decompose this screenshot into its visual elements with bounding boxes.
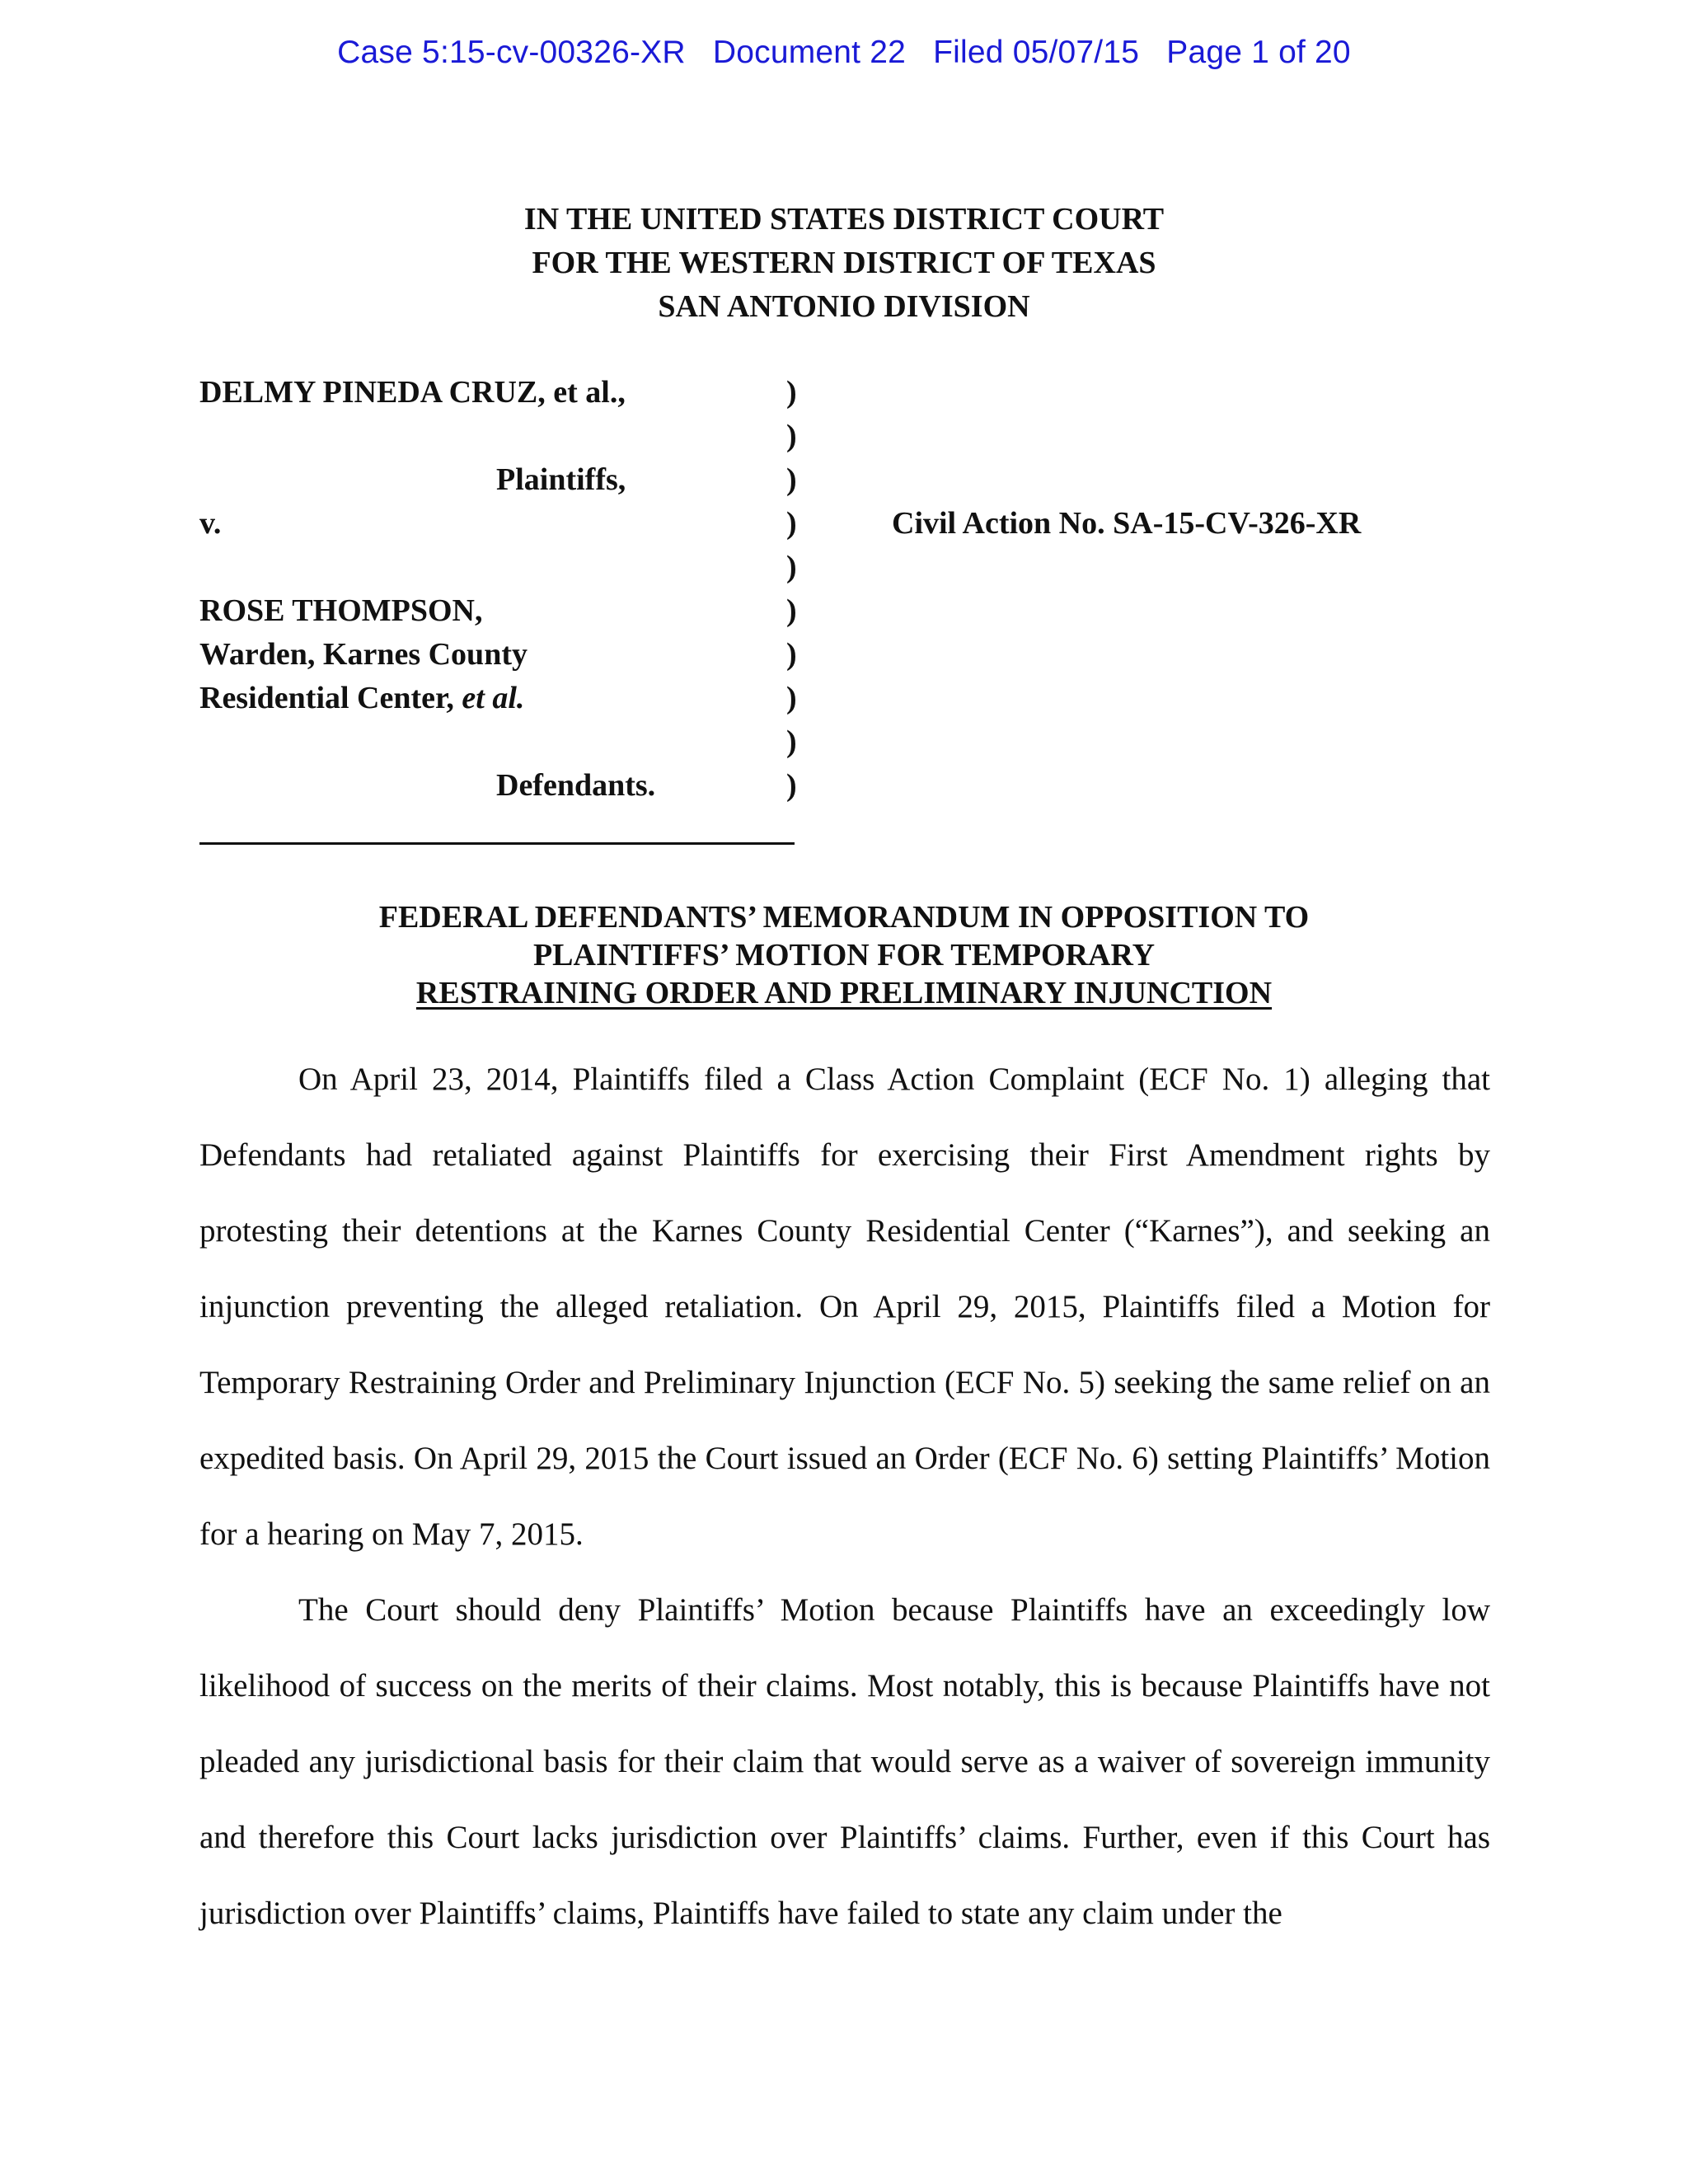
caption-parentheses bbox=[786, 371, 797, 808]
defendant-title-text: Residential Center, bbox=[199, 681, 462, 715]
court-heading-line-3: SAN ANTONIO DIVISION bbox=[658, 289, 1030, 324]
body-paragraph-2: The Court should deny Plaintiffs’ Motion because Plaintiffs have an exceedingly low likelihood of success on the merits of their claims. Most notably, this is because Plaintiffs have not pleaded any jurisdictional basis for their claim that would serve as a waiver of sovereign immunity and therefore this Court lacks jurisdiction over Plaintiffs’ claims. Further, even if this Court has jurisdiction over Plaintiffs’ claims, Plaintiffs have failed to state any claim under the bbox=[199, 1592, 1490, 1931]
caption-divider bbox=[199, 842, 795, 845]
defendant-name: ROSE THOMPSON, bbox=[199, 593, 483, 628]
motion-title bbox=[0, 898, 1688, 1012]
stamp-page-number: Page 1 of 20 bbox=[1166, 35, 1351, 70]
motion-title-line-2: PLAINTIFFS’ MOTION FOR TEMPORARY bbox=[532, 938, 1156, 972]
caption-paren: ) bbox=[786, 593, 797, 628]
versus-label: v. bbox=[199, 506, 222, 541]
plaintiff-name: DELMY PINEDA CRUZ, et al., bbox=[199, 375, 626, 410]
caption-paren: ) bbox=[786, 375, 797, 410]
caption-paren: ) bbox=[786, 419, 797, 453]
plaintiffs-label: Plaintiffs, bbox=[496, 462, 626, 497]
court-heading-line-2: FOR THE WESTERN DISTRICT OF TEXAS bbox=[532, 246, 1156, 280]
motion-title-line-1: FEDERAL DEFENDANTS’ MEMORANDUM IN OPPOSITION TO bbox=[378, 900, 1310, 935]
memorandum-body bbox=[199, 1042, 1490, 1952]
caption-paren: ) bbox=[786, 550, 797, 584]
civil-action-number: Civil Action No. SA-15-CV-326-XR bbox=[892, 506, 1362, 541]
case-caption bbox=[199, 371, 1485, 849]
caption-paren: ) bbox=[786, 724, 797, 759]
caption-paren: ) bbox=[786, 637, 797, 672]
defendant-title-line-2 bbox=[199, 677, 524, 720]
stamp-filed-date: Filed 05/07/15 bbox=[933, 35, 1140, 70]
stamp-document-number: Document 22 bbox=[712, 35, 907, 70]
caption-paren: ) bbox=[786, 681, 797, 715]
defendants-label: Defendants. bbox=[496, 768, 656, 803]
motion-title-line-3: RESTRAINING ORDER AND PRELIMINARY INJUNCTION bbox=[415, 976, 1273, 1010]
caption-paren: ) bbox=[786, 768, 797, 803]
court-heading bbox=[0, 198, 1688, 329]
ecf-header-stamp bbox=[0, 35, 1688, 71]
defendant-title-line-1: Warden, Karnes County bbox=[199, 637, 528, 672]
court-heading-line-1: IN THE UNITED STATES DISTRICT COURT bbox=[523, 202, 1165, 237]
defendant-et-al: et al. bbox=[462, 681, 525, 715]
caption-paren: ) bbox=[786, 506, 797, 541]
body-paragraph-1: On April 23, 2014, Plaintiffs filed a Class Action Complaint (ECF No. 1) alleging that Defendants had retaliated against Plaintiffs for exercising their First Amendment rights by protesting their detentions at the Karnes County Residential Center (“Karnes”), and seeking an injunction preventing the alleged retaliation. On April 29, 2015, Plaintiffs filed a Motion for Temporary Restraining Order and Preliminary Injunction (ECF No. 5) seeking the same relief on an expedited basis. On April 29, 2015 the Court issued an Order (ECF No. 6) setting Plaintiffs’ Motion for a hearing on May 7, 2015. bbox=[199, 1062, 1490, 1552]
caption-paren: ) bbox=[786, 462, 797, 497]
stamp-case-number: Case 5:15-cv-00326-XR bbox=[337, 35, 686, 70]
